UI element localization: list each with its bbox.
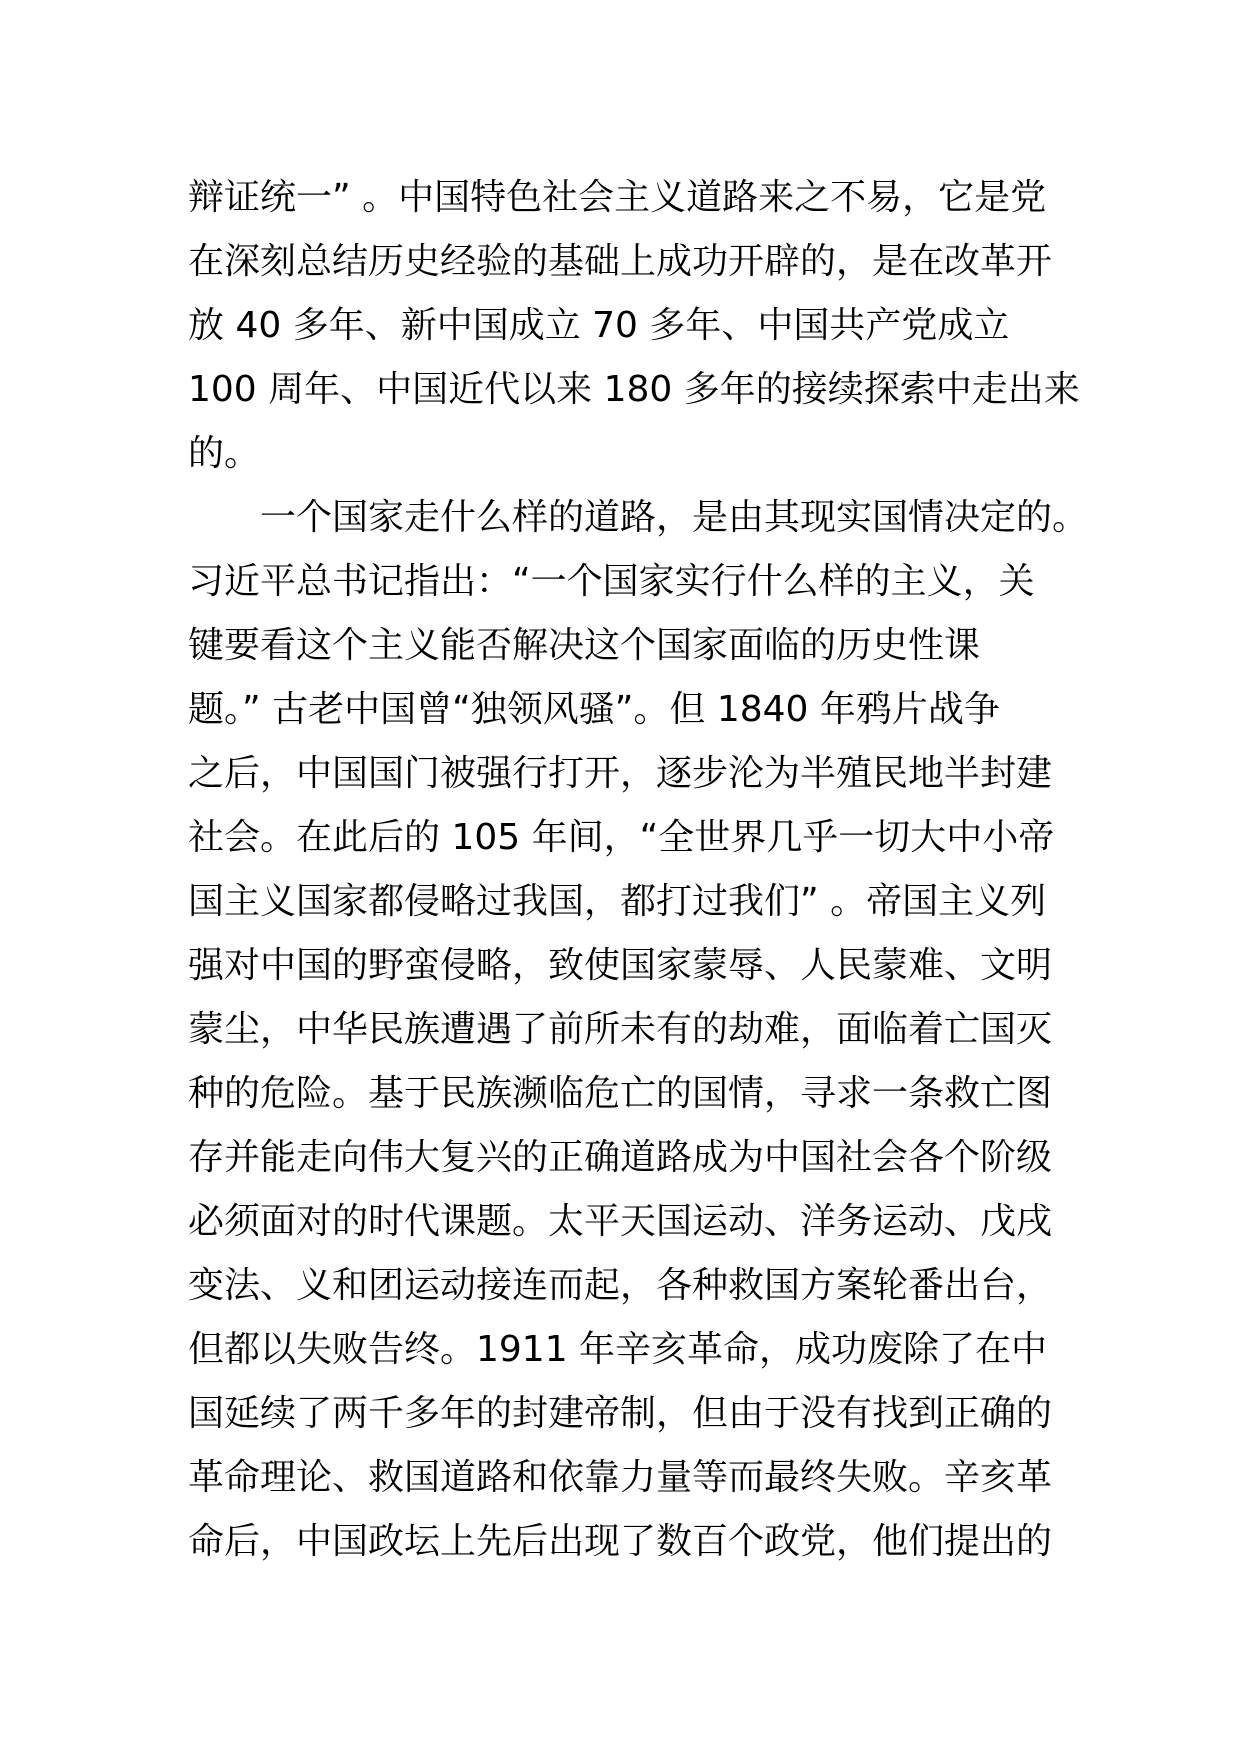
text-line: 放 40 多年、新中国成立 70 多年、中国共产党成立	[188, 305, 1010, 346]
text-line: 存并能走向伟大复兴的正确道路成为中国社会各个阶级	[188, 1137, 1053, 1178]
text-line: 变法、义和团运动接连而起，各种救国方案轮番出台，	[188, 1265, 1053, 1306]
text-line: 社会。在此后的 105 年间，“全世界几乎一切大中小帝	[188, 817, 1055, 858]
text-line: 必须面对的时代课题。太平天国运动、洋务运动、戊戌	[188, 1201, 1053, 1242]
text-line: 命后，中国政坛上先后出现了数百个政党，他们提出的	[188, 1521, 1053, 1562]
text-line: 强对中国的野蛮侵略，致使国家蒙辱、人民蒙难、文明	[188, 945, 1053, 986]
text-line: 国主义国家都侵略过我国，都打过我们” 。帝国主义列	[188, 881, 1047, 922]
text-line: 的。	[188, 433, 261, 474]
paragraph-first-line: 一个国家走什么样的道路，是由其现实国情决定的。	[260, 497, 1089, 538]
text-line: 但都以失败告终。1911 年辛亥革命，成功废除了在中	[188, 1329, 1048, 1370]
text-line: 辩证统一” 。中国特色社会主义道路来之不易，它是党	[188, 177, 1047, 218]
text-line: 题。” 古老中国曾“独领风骚”。但 1840 年鸦片战争	[188, 689, 1000, 730]
text-line: 之后，中国国门被强行打开，逐步沦为半殖民地半封建	[188, 753, 1053, 794]
text-line: 习近平总书记指出：“一个国家实行什么样的主义，关	[188, 561, 1035, 602]
text-line: 革命理论、救国道路和依靠力量等而最终失败。辛亥革	[188, 1457, 1053, 1498]
text-line: 种的危险。基于民族濒临危亡的国情，寻求一条救亡图	[188, 1073, 1053, 1114]
text-line: 在深刻总结历史经验的基础上成功开辟的，是在改革开	[188, 241, 1053, 282]
text-line: 国延续了两千多年的封建帝制，但由于没有找到正确的	[188, 1393, 1053, 1434]
text-line: 键要看这个主义能否解决这个国家面临的历史性课	[188, 625, 981, 666]
text-line: 蒙尘，中华民族遭遇了前所未有的劫难，面临着亡国灭	[188, 1009, 1053, 1050]
text-line: 100 周年、中国近代以来 180 多年的接续探索中走出来	[188, 369, 1080, 410]
